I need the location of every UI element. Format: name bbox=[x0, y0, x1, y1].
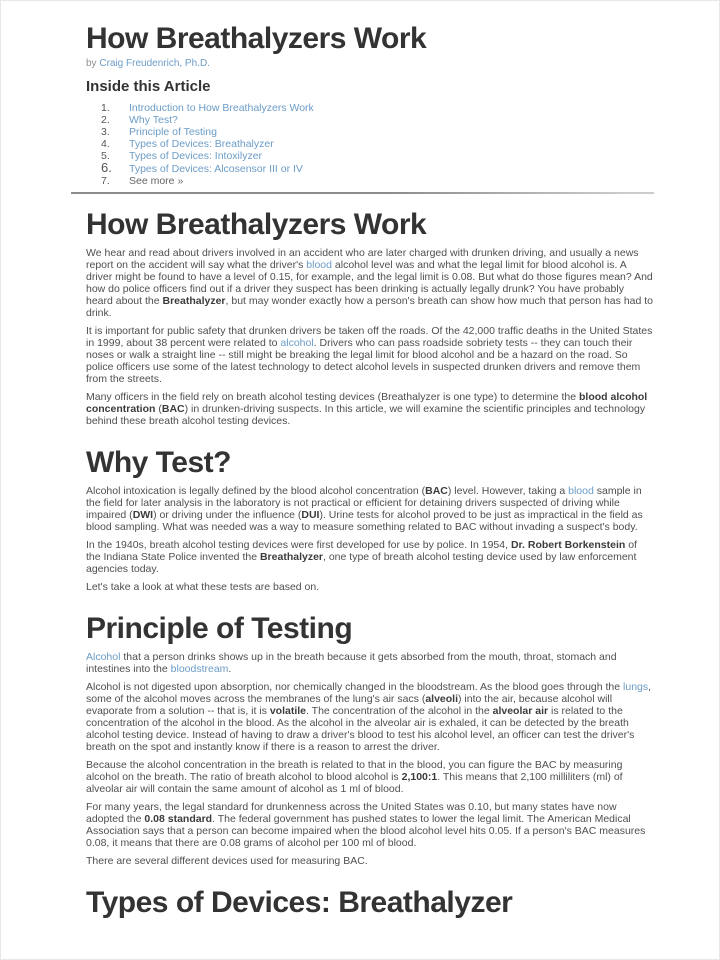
text-segment: , some of the alcohol moves across the membranes of the lung's air sacs ( bbox=[86, 681, 652, 705]
inline-link[interactable]: alcohol bbox=[280, 337, 314, 349]
article-section bbox=[86, 613, 653, 867]
section-heading: Why Test? bbox=[86, 446, 231, 479]
toc-item-number: 7. bbox=[101, 175, 110, 187]
bold-term: blood alcohol concentration bbox=[86, 391, 648, 415]
paragraph bbox=[86, 801, 653, 849]
bold-term: Breathalyzer bbox=[259, 551, 323, 563]
bold-term: 2,100:1 bbox=[401, 771, 438, 783]
toc-heading: Inside this Article bbox=[86, 78, 211, 95]
toc-item bbox=[86, 162, 653, 175]
byline-prefix: by bbox=[86, 58, 97, 69]
toc-item-link[interactable]: See more » bbox=[129, 175, 184, 187]
byline-author-link[interactable]: Craig Freudenrich, Ph.D. bbox=[99, 58, 210, 69]
text-segment: For many years, the legal standard for drunkenness across the United States was 0.10, but many states have now adopted the bbox=[86, 801, 617, 825]
paragraph bbox=[86, 391, 653, 427]
toc-item-number: 1. bbox=[101, 102, 110, 114]
toc-item bbox=[86, 175, 653, 187]
bold-term: volatile bbox=[269, 705, 307, 717]
bold-term: Breathalyzer bbox=[162, 295, 226, 307]
text-segment: , but may wonder exactly how a person's breath can show how much that person has had to drink. bbox=[86, 295, 654, 319]
text-segment: ) into the air, because alcohol will evaporate from a solution -- that is, it is bbox=[86, 693, 613, 717]
bold-term: alveoli bbox=[425, 693, 459, 705]
text-segment: Because the alcohol concentration in the breath is related to that in the blood, you can figure the BAC by measuring alcohol on the breath. The ratio of breath alcohol to blood alcohol is bbox=[86, 759, 623, 783]
paragraph bbox=[86, 759, 653, 795]
bold-term: Dr. Robert Borkenstein bbox=[510, 539, 626, 551]
toc-item bbox=[86, 138, 653, 150]
text-segment: ) or driving under the influence ( bbox=[153, 509, 302, 521]
article-section bbox=[86, 887, 653, 918]
byline bbox=[86, 58, 653, 70]
text-segment: Alcohol intoxication is legally defined by the blood alcohol concentration ( bbox=[86, 485, 426, 497]
bold-term: BAC bbox=[161, 403, 185, 415]
paragraph bbox=[86, 855, 653, 867]
text-segment: ( bbox=[155, 403, 162, 415]
bold-term: DWI bbox=[132, 509, 154, 521]
text-segment: of the Indiana State Police invented the bbox=[86, 539, 637, 563]
toc-item-number: 5. bbox=[101, 150, 110, 162]
text-segment: that a person drinks shows up in the breath because it gets absorbed from the mouth, throat, stomach and intestines into the bbox=[86, 651, 617, 675]
text-segment: , one type of breath alcohol testing device used by law enforcement agencies today. bbox=[86, 551, 637, 575]
inline-link[interactable]: blood bbox=[568, 485, 594, 497]
bold-term: 0.08 standard bbox=[144, 813, 213, 825]
article-section bbox=[86, 209, 653, 427]
paragraph bbox=[86, 539, 653, 575]
text-segment: is related to the concentration of the alcohol in the blood. As the alcohol in the alveolar air is exhaled, it can be detected by the breath alcohol testing device. Instead of having to draw a driver's blood to test his alcohol level, an officer can test the driver's breath on the spot and instantly know if there is a reason to arrest the driver. bbox=[86, 705, 635, 753]
page-title: How Breathalyzers Work bbox=[86, 22, 427, 55]
text-segment: Many officers in the field rely on breath alcohol testing devices (Breathalyzer is one type) to determine the bbox=[86, 391, 579, 403]
toc-item-number: 2. bbox=[101, 114, 110, 126]
bold-term: alveolar air bbox=[492, 705, 549, 717]
section-heading: Principle of Testing bbox=[86, 612, 353, 645]
text-segment: In the 1940s, breath alcohol testing devices were first developed for use by police. In 1954, bbox=[86, 539, 511, 551]
bold-term: BAC bbox=[425, 485, 448, 497]
toc-list bbox=[86, 102, 653, 187]
inline-link[interactable]: Alcohol bbox=[86, 651, 121, 663]
text-segment: . This means that 2,100 milliliters (ml) of alveolar air will contain the same amount of alcohol as 1 ml of blood. bbox=[86, 771, 623, 795]
paragraph bbox=[86, 485, 653, 533]
text-segment: Let's take a look at what these tests are based on. bbox=[86, 581, 320, 593]
text-segment: . The concentration of the alcohol in the bbox=[306, 705, 493, 717]
paragraph bbox=[86, 247, 653, 319]
text-segment: . Drivers who can pass roadside sobriety tests -- they can touch their noses or walk a straight line -- still might be breaking the legal limit for blood alcohol and be a hazard on the road. So police officers use some of the latest technology to detect alcohol levels in suspected drunken drivers and remove them from the streets. bbox=[86, 337, 641, 385]
inline-link[interactable]: lungs bbox=[623, 681, 649, 693]
text-segment: Alcohol is not digested upon absorption, nor chemically changed in the bloodstream. As the blood goes through the bbox=[86, 681, 624, 693]
section-heading: How Breathalyzers Work bbox=[86, 208, 427, 241]
toc-item bbox=[86, 150, 653, 162]
toc-item-number: 3. bbox=[101, 126, 110, 138]
text-segment: ). Urine tests for alcohol proved to be just as impractical in the field as blood sampling. What was needed was a way to measure something related to BAC without invading a suspect's body. bbox=[86, 509, 643, 533]
text-segment: sample in the field for later analysis in the laboratory is not practical or efficient for detaining drivers suspected of driving while impaired ( bbox=[86, 485, 642, 521]
text-segment: There are several different devices used for measuring BAC. bbox=[86, 855, 368, 867]
article-sections bbox=[86, 209, 653, 918]
article-section bbox=[86, 447, 653, 593]
paragraph bbox=[86, 651, 653, 675]
text-segment: alcohol level was and what the legal limit for blood alcohol is. A driver might be found to have a level of 0.15, for example, and the legal limit is 0.08. But what do those figures mean? And how do police officers find out if a driver they suspect has been drinking is actually legally drunk? You have probably heard about the bbox=[86, 259, 653, 307]
paragraph bbox=[86, 681, 653, 753]
toc-item-link[interactable]: Types of Devices: Breathalyzer bbox=[129, 138, 274, 150]
text-segment: ) level. However, taking a bbox=[447, 485, 569, 497]
toc-item-link[interactable]: Types of Devices: Intoxilyzer bbox=[129, 150, 263, 162]
toc-item bbox=[86, 102, 653, 114]
toc-item-link[interactable]: Types of Devices: Alcosensor III or IV bbox=[129, 163, 303, 175]
toc-item-link[interactable]: Why Test? bbox=[129, 114, 178, 126]
text-segment: We hear and read about drivers involved in an accident who are later charged with drunken driving, and usually a news report on the accident will say what the driver's bbox=[86, 247, 639, 271]
toc-item-number: 4. bbox=[101, 138, 110, 150]
text-segment: . The federal government has pushed states to lower the legal limit. The American Medical Association says that a person can become impaired when the blood alcohol level hits 0.05. If a person's BAC measures 0.08, it means that there are 0.08 grams of alcohol per 100 ml of blood. bbox=[86, 813, 646, 849]
inline-link[interactable]: blood bbox=[306, 259, 332, 271]
toc-item-number: 6. bbox=[101, 160, 112, 175]
toc-item-link[interactable]: Principle of Testing bbox=[129, 126, 217, 138]
inline-link[interactable]: bloodstream bbox=[170, 663, 229, 675]
text-segment: It is important for public safety that drunken drivers be taken off the roads. Of the 42,000 traffic deaths in the United States in 1999, about 38 percent were related to bbox=[86, 325, 653, 349]
toc-item bbox=[86, 126, 653, 138]
toc-divider bbox=[71, 192, 654, 194]
text-segment: . bbox=[228, 663, 232, 675]
toc-item-link[interactable]: Introduction to How Breathalyzers Work bbox=[129, 102, 314, 114]
text-segment: ) in drunken-driving suspects. In this article, we will examine the scientific principles and technology behind these breath alcohol testing devices. bbox=[86, 403, 646, 427]
section-heading: Types of Devices: Breathalyzer bbox=[86, 886, 513, 919]
paragraph bbox=[86, 581, 653, 593]
paragraph bbox=[86, 325, 653, 385]
toc-item bbox=[86, 114, 653, 126]
bold-term: DUI bbox=[301, 509, 320, 521]
